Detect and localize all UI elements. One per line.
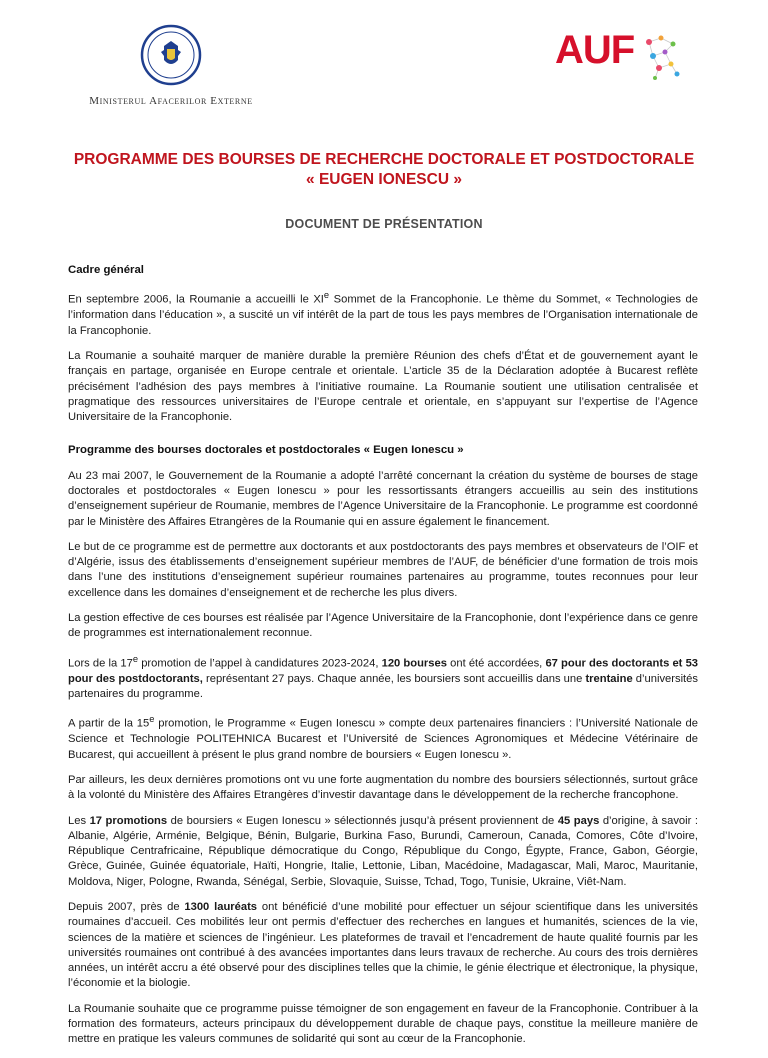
section-heading-programme: Programme des bourses doctorales et postdoctorales « Eugen Ionescu » bbox=[68, 444, 464, 457]
title-line-1: PROGRAMME DES BOURSES DE RECHERCHE DOCTORALE ET POSTDOCTORALE bbox=[73, 151, 695, 168]
romanian-government-seal-icon bbox=[140, 24, 202, 86]
paragraph: Depuis 2007, près de 1300 lauréats ont bénéficié d’une mobilité pour effectuer un séjour scientifique dans les universités roumaines d’accueil. Ces mobilités leur ont permis d’effectuer des recherches en langues et humanités, sciences de la vie, sciences de la matière et sciences de l’ingénieur. Les plateformes de travail et l’encadrement de haute qualité fournis par les universités roumaines ont contribué à des avancées importantes dans leurs travaux de recherche. Au cours des trois dernières années, un intérêt accru a été observé pour des disciplines telles que la chimie, le génie électrique et électronique, la physique, l’économie et la biologie. bbox=[68, 901, 698, 990]
paragraph: Par ailleurs, les deux dernières promotions ont vu une forte augmentation du nombre des boursiers sélectionnés, surtout grâce à la volonté du Ministère des Affaires Etrangères d’investir davantage dans le développement de la recherche francophone. bbox=[68, 773, 698, 802]
document-subtitle: DOCUMENT DE PRÉSENTATION bbox=[285, 217, 483, 231]
paragraph: La Roumanie souhaite que ce programme puisse témoigner de son engagement en faveur de la Francophonie. Contribuer à la formation des formateurs, acteurs principaux du développement durable de chaque pays, constitue la meilleure manière de mettre en pratique les valeurs communes de solidarité qui sont au cœur de la Francophonie. bbox=[68, 1002, 698, 1046]
title-line-2: « EUGEN IONESCU » bbox=[306, 171, 462, 188]
section-heading-cadre: Cadre général bbox=[68, 264, 144, 276]
ministry-header bbox=[76, 24, 266, 107]
paragraph: Lors de la 17e promotion de l’appel à candidatures 2023-2024, 120 bourses ont été accordées, 67 pour des doctorants et 53 pour des postdoctorants, représentant 27 pays. Chaque année, les boursiers sont accueillis dans une trentaine d’universités partenaires du programme. bbox=[68, 653, 699, 700]
paragraph: La gestion effective de ces bourses est réalisée par l’Agence Universitaire de la Francophonie, dont l’expérience dans ce genre de programmes est internationalement reconnue. bbox=[68, 612, 698, 640]
ministry-name: Ministerul Afacerilor Externe bbox=[89, 95, 253, 107]
auf-logo-text: AUF bbox=[555, 28, 635, 72]
paragraph: Les 17 promotions de boursiers « Eugen Ionescu » sélectionnés jusqu’à présent proviennent de 45 pays d’origine, à savoir : Albanie, Algérie, Arménie, Belgique, Bénin, Bulgarie, Burkina Faso, Burundi, Cameroun, Canada, Comores, Côte d’Ivoire, République Centrafricaine, République démocratique du Congo, République du Congo, Égypte, France, Gabon, Géorgie, Grèce, Guinée, Guinée équatoriale, Haïti, Hongrie, Italie, Lettonie, Liban, Macédoine, Madagascar, Mali, Maroc, Mauritanie, Moldova, Niger, Pologne, Rwanda, Sénégal, Serbie, Slovaquie, Suisse, Tchad, Togo, Tunisie, Ukraine, Viêt-Nam. bbox=[68, 814, 699, 888]
paragraph: A partir de la 15e promotion, le Programme « Eugen Ionescu » compte deux partenaires financiers : l’Université Nationale de Science et Technologie POLITEHNICA Bucarest et l’Université de Sciences Agronomiques et Médecine Vétérinaire de Bucarest, qui accueillent à présent le plus grand nombre de boursiers « Eugen Ionescu ». bbox=[68, 714, 698, 761]
document-title bbox=[40, 150, 728, 190]
paragraph: Le but de ce programme est de permettre aux doctorants et aux postdoctorants des pays membres et observateurs de l’OIF et d’Algérie, issus des établissements d’enseignement supérieur membres de l’AUF, de bénéficier d’une formation de trois mois dans l’une des institutions d’enseignement supérieur roumaines partenaires au programme, toutes reconnues pour leur excellence dans les domaines d’enseignement et de recherche les plus divers. bbox=[68, 540, 698, 599]
document-body bbox=[68, 263, 698, 1058]
paragraph: Au 23 mai 2007, le Gouvernement de la Roumanie a adopté l’arrêté concernant la création du système de bourses de stage doctorales et postdoctorales « Eugen Ionescu » pour les ressortissants étrangers accueillis au sein des institutions d’enseignement supérieur de Roumanie, membres de l’Agence Universitaire de la Francophonie. Le programme est coordonné par le Ministère des Affaires Etrangères de la Roumanie qui en assure également le financement. bbox=[68, 469, 698, 528]
auf-network-dots-icon bbox=[641, 34, 701, 82]
paragraph: La Roumanie a souhaité marquer de manière durable la première Réunion des chefs d’État et de gouvernement ayant le français en partage, organisée en Europe centrale et orientale. L’article 35 de la Déclaration adoptée à Bucarest reflète précisément l’adhésion des pays membres à l’initiative roumaine. La Roumanie soutient une utilisation centralisée et pragmatique des ressources universitaires de l’Europe centrale et orientale, en s’appuyant sur l’expertise de l’Agence Universitaire de la Francophonie. bbox=[68, 349, 698, 424]
paragraph: En septembre 2006, la Roumanie a accueilli le XIe Sommet de la Francophonie. Le thème du Sommet, « Technologies de l’information dans l’éducation », a suscité un vif intérêt de la part de tous les pays membres de l’Organisation internationale de la Francophonie. bbox=[68, 290, 698, 337]
